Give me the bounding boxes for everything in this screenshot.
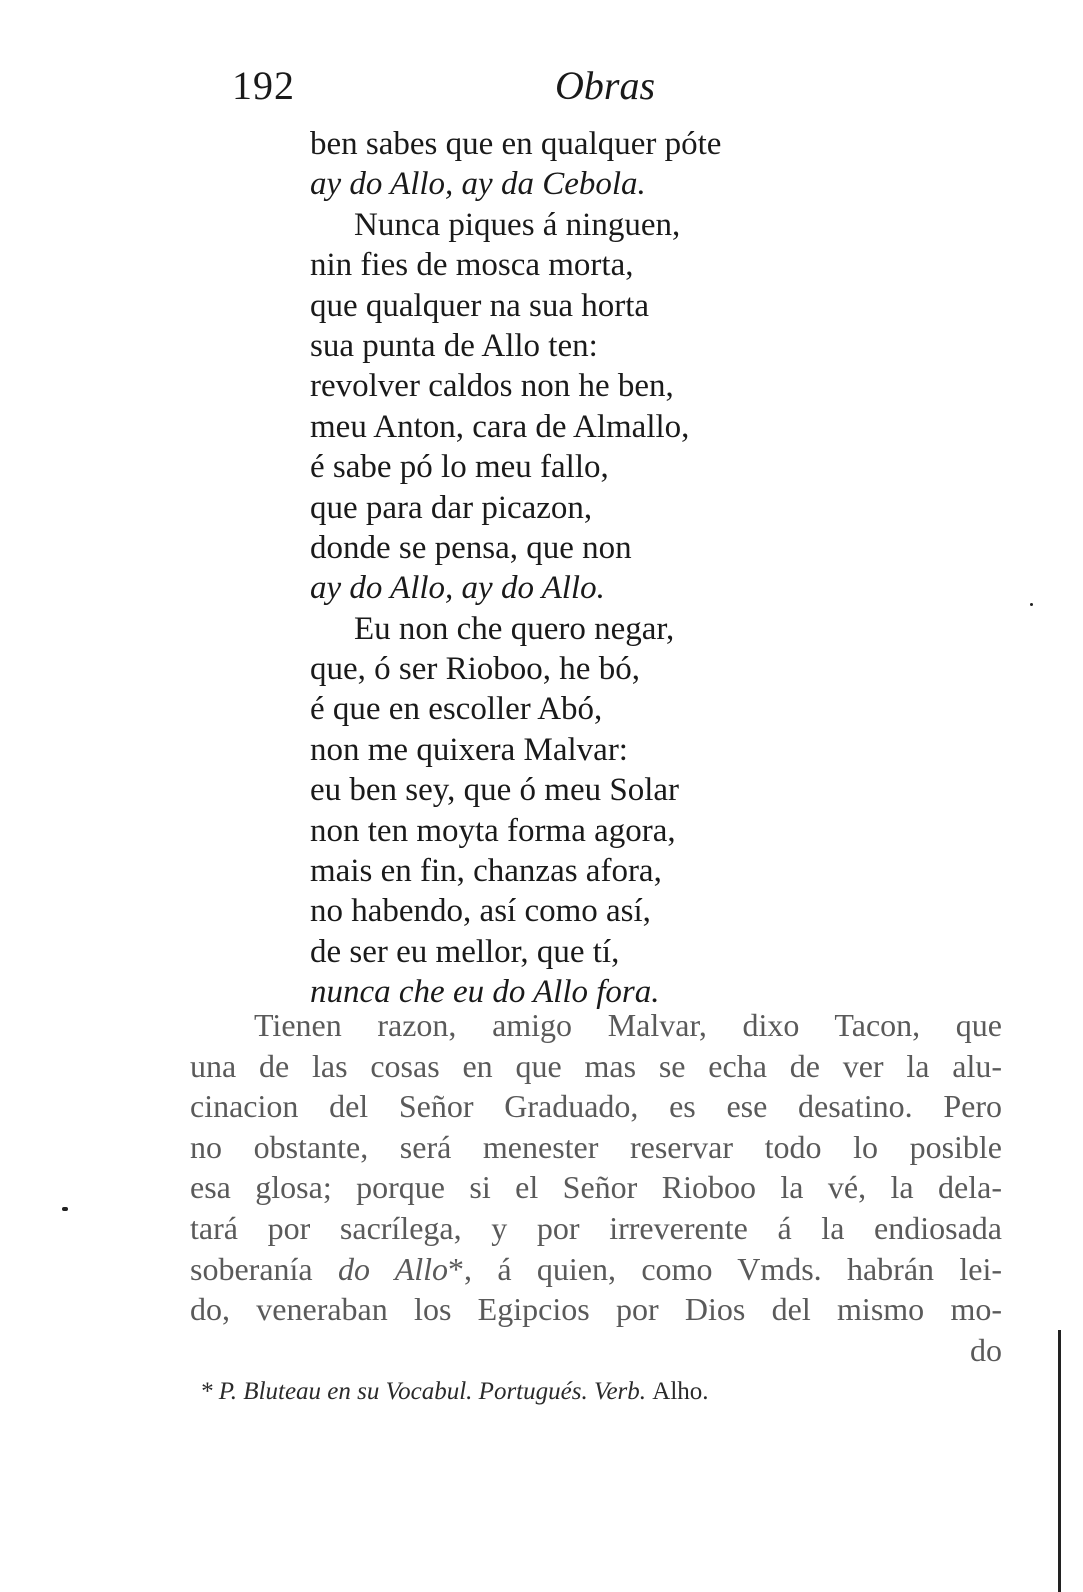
prose-line: no obstante, será menester reservar todo lo posible [190, 1128, 1002, 1165]
verse-line: Nunca piques á ninguen, [354, 206, 681, 243]
prose-line: Tienen razon, amigo Malvar, dixo Tacon, que [254, 1007, 1002, 1043]
verse-line: Eu non che quero negar, [354, 610, 675, 647]
verse-line: non me quixera Malvar: [310, 731, 628, 768]
running-title: Obras [555, 63, 656, 108]
prose-line: una de las cosas en que mas se echa de ver la alu- [190, 1047, 1002, 1084]
verse-line: ay do Allo, ay da Cebola. [310, 166, 646, 203]
verse-line: meu Anton, cara de Almallo, [310, 408, 690, 445]
verse-line: eu ben sey, que ó meu Solar [310, 772, 680, 809]
verse-line: é que en escoller Abó, [310, 691, 603, 728]
verse-line: sua punta de Allo ten: [310, 327, 598, 364]
verse-line: revolver caldos non he ben, [310, 368, 674, 405]
footnote-marker: * [200, 1378, 213, 1405]
page-edge-line [1058, 1330, 1061, 1592]
verse-line: ay do Allo, ay do Allo. [310, 570, 605, 607]
poem-verse [310, 124, 830, 1013]
verse-line: mais en fin, chanzas afora, [310, 853, 662, 890]
prose-line: esa glosa; porque si el Señor Rioboo la vé, la dela- [190, 1169, 1002, 1206]
prose-line: tará por sacrílega, y por irreverente á la endiosada [190, 1209, 1002, 1246]
page-number: 192 [232, 63, 295, 108]
verse-line: que, ó ser Rioboo, he bó, [310, 651, 640, 688]
prose-line [190, 1249, 1002, 1290]
verse-line: nin fies de mosca morta, [310, 247, 634, 284]
verse-line: que para dar picazon, [310, 489, 593, 526]
footnote-citation: P. Bluteau en su Vocabul. Portugués. Verb. [218, 1378, 647, 1405]
verse-line: non ten moyta forma agora, [310, 812, 676, 849]
verse-line: de ser eu mellor, que tí, [310, 933, 620, 970]
italic-phrase: do Allo [337, 1250, 449, 1287]
verse-line: no habendo, así como así, [310, 893, 651, 930]
verse-line: que qualquer na sua horta [310, 287, 650, 324]
verse-line: ben sabes que en qualquer póte [310, 126, 722, 162]
footnote-headword: Alho. [652, 1378, 709, 1405]
prose-paragraph [190, 1005, 1002, 1370]
verse-line: é sabe pó lo meu fallo, [310, 449, 609, 486]
prose-line: do, veneraban los Egipcios por Dios del mismo mo- [190, 1291, 1002, 1328]
footnote [200, 1378, 709, 1406]
prose-line: cinacion del Señor Graduado, es ese desatino. Pero [190, 1088, 1002, 1125]
prose-line-start: soberanía [190, 1250, 338, 1287]
verse-line: nunca che eu do Allo fora. [310, 974, 660, 1011]
scan-speck [62, 1207, 68, 1211]
prose-line-end: *, á quien, como Vmds. habrán lei- [448, 1250, 1003, 1287]
catchword: do [970, 1331, 1002, 1368]
verse-line: donde se pensa, que non [310, 529, 632, 566]
scan-speck [1030, 603, 1033, 606]
